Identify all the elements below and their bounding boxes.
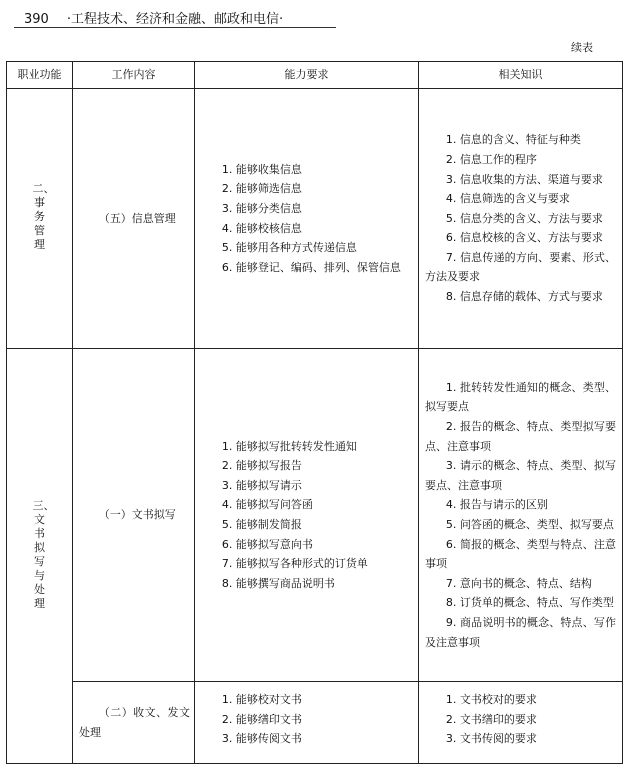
ability-item: 2. 能够拟写报告 [221,459,302,473]
ability-item: 2. 能够缮印文书 [221,712,302,726]
knowledge-cell [419,89,623,349]
ability-item: 3. 能够传阅文书 [221,732,302,746]
ability-item: 8. 能够撰写商品说明书 [221,576,335,590]
ability-item: 5. 能够制发简报 [221,518,302,531]
work-content-cell [73,349,195,682]
ability-item: 3. 能够拟写请示 [221,478,302,492]
ability-item: 2. 能够筛选信息 [221,182,302,196]
ability-item: 6. 能够登记、编码、排列、保管信息 [221,260,401,274]
knowledge-item: 7. 意向书的概念、特点、结构 [445,576,592,590]
competency-table [6,61,623,764]
knowledge-item: 6. 信息校核的含义、方法与要求 [445,231,603,245]
ability-item: 1. 能够收集信息 [221,162,302,176]
ability-item: 4. 能够拟写问答函 [221,498,313,512]
ability-item: 1. 能够拟写批转转发性通知 [221,439,357,453]
work-content-label: （五）信息管理 [98,211,176,225]
function-label: 三、文书拟写与处理 [32,498,55,610]
column-header: 职业功能 [7,62,73,89]
work-content-cell [73,682,195,764]
knowledge-item: 9. 商品说明书的概念、特点、写作及注意事项 [425,615,616,649]
header-rule [14,27,336,28]
work-content-cell [73,89,195,349]
ability-item: 1. 能够校对文书 [221,693,302,706]
knowledge-item: 1. 批转转发性通知的概念、类型、拟写要点 [425,380,616,414]
knowledge-item: 2. 报告的概念、特点、类型拟写要点、注意事项 [425,420,616,453]
ability-item: 4. 能够校核信息 [221,221,302,235]
book-title: ·工程技术、经济和金融、邮政和电信· [66,12,284,27]
knowledge-item: 7. 信息传递的方向、要素、形式、方法及要求 [425,250,616,284]
column-header: 工作内容 [73,62,195,89]
knowledge-cell [419,682,623,764]
knowledge-item: 2. 信息工作的程序 [445,152,537,166]
knowledge-item: 3. 文书传阅的要求 [445,732,537,746]
knowledge-item: 2. 文书缮印的要求 [445,712,537,726]
ability-item: 6. 能够拟写意向书 [221,537,313,551]
knowledge-item: 8. 信息存储的载体、方式与要求 [445,290,603,304]
knowledge-item: 5. 信息分类的含义、方法与要求 [445,211,603,225]
table-row [7,89,623,349]
ability-item: 5. 能够用各种方式传递信息 [221,241,357,255]
work-content-label: （二）收文、发文处理 [79,705,190,739]
function-cell [7,349,73,764]
knowledge-item: 6. 简报的概念、类型与特点、注意事项 [425,537,616,571]
knowledge-item: 4. 信息筛选的含义与要求 [445,192,570,206]
ability-item: 7. 能够拟写各种形式的订货单 [221,557,368,571]
knowledge-item: 8. 订货单的概念、特点、写作类型 [445,596,614,610]
ability-item: 3. 能够分类信息 [221,201,302,215]
column-header: 相关知识 [419,62,623,89]
table-row [7,349,623,682]
knowledge-item: 1. 信息的含义、特征与种类 [445,133,581,147]
table-header-row [7,62,623,89]
ability-cell [195,89,419,349]
table-row [7,682,623,764]
column-header: 能力要求 [195,62,419,89]
function-label: 二、事务管理 [32,182,55,252]
ability-cell [195,682,419,764]
knowledge-cell [419,349,623,682]
ability-cell [195,349,419,682]
work-content-label: （一）文书拟写 [98,508,176,522]
page-number: 390 [24,12,49,27]
knowledge-item: 3. 请示的概念、特点、类型、拟写要点、注意事项 [425,459,616,492]
knowledge-item: 3. 信息收集的方法、渠道与要求 [445,172,603,186]
knowledge-item: 1. 文书校对的要求 [445,693,537,706]
function-cell [7,89,73,349]
knowledge-item: 5. 问答函的概念、类型、拟写要点 [445,518,614,531]
continued-label: 续表 [571,41,593,54]
knowledge-item: 4. 报告与请示的区别 [445,498,548,512]
running-header [24,8,283,27]
